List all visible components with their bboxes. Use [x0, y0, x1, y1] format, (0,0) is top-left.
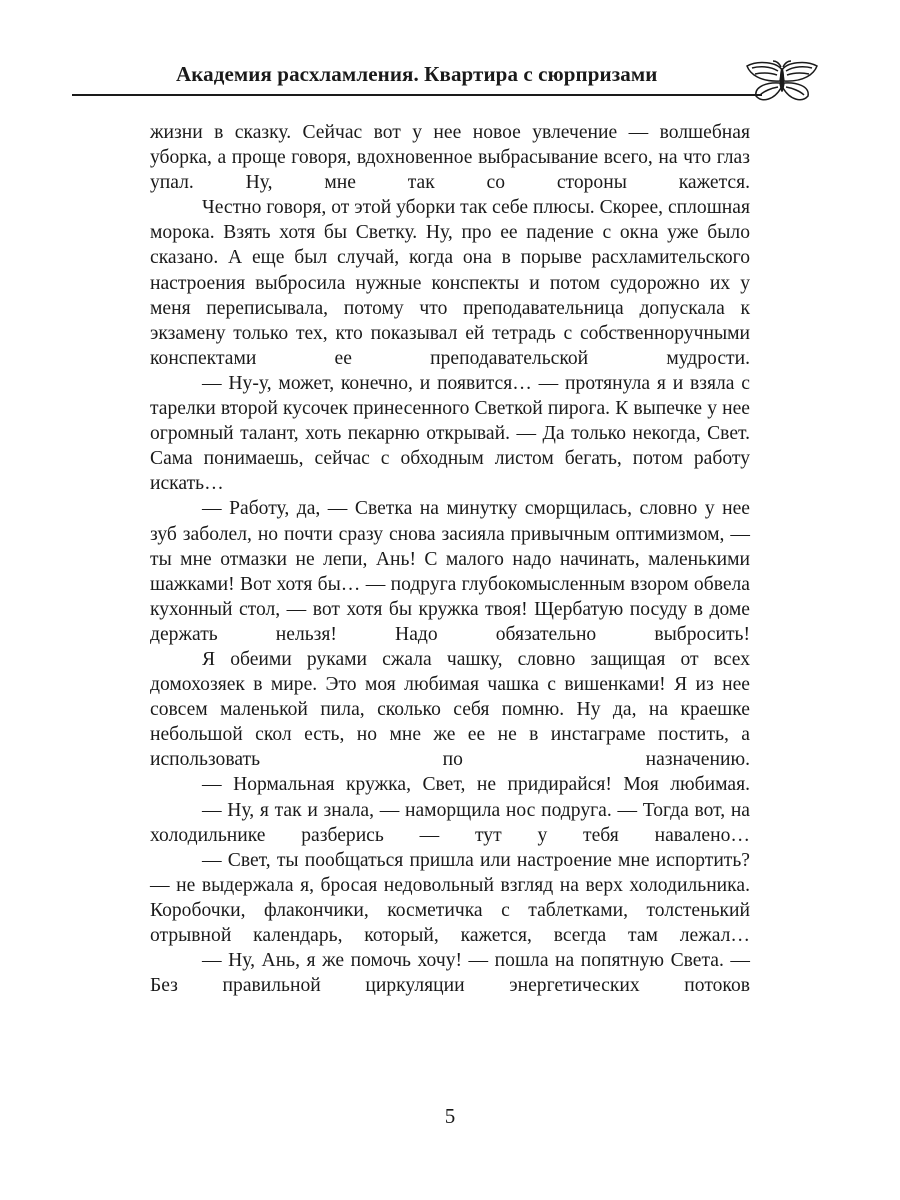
header-rule — [72, 94, 762, 96]
paragraph-5: Я обеими руками сжала чашку, словно защищая от всех домохозяек в мире. Это моя любимая чашка с вишенками! Я из нее совсем маленькой пила, сколько себя помню. Ну да, на краешке небольшой скол есть, но мне же ее не в инстаграме постить, а использовать по назначению. — [150, 648, 750, 771]
butterfly-icon — [744, 60, 820, 104]
paragraph-1: жизни в сказку. Сейчас вот у нее новое увлечение — волшебная уборка, а проще говоря, вдохновенное выбрасывание всего, на что глаз упал. Ну, мне так со стороны кажется. — [150, 122, 750, 194]
paragraph-9: — Ну, Ань, я же помочь хочу! — пошла на попятную Света. — Без правильной циркуляции энергетических потоков — [150, 950, 750, 997]
body-text — [150, 120, 750, 998]
paragraph-2: Честно говоря, от этой уборки так себе плюсы. Скорее, сплошная морока. Взять хотя бы Светку. Ну, про ее падение с окна уже было сказано. А еще был случай, когда она в порыве расхламительского настроения выбросила нужные конспекты и потом судорожно их у меня переписывала, потому что преподавательница допускала к экзамену только тех, кто показывал ей тетрадь с собственноручными конспектами ее преподавательской мудрости. — [150, 197, 750, 369]
running-title: Академия расхламления. Квартира с сюрпризами — [176, 62, 658, 86]
page-number: 5 — [444, 1104, 456, 1128]
paragraph-4: — Работу, да, — Светка на минутку сморщилась, словно у нее зуб заболел, но почти сразу снова засияла привычным оптимизмом, — ты мне отмазки не лепи, Ань! С малого надо начинать, маленькими шажками! Вот хотя бы… — подруга глубокомысленным взором обвела кухонный стол, — вот хотя бы кружка твоя! Щербатую посуду в доме держать нельзя! Надо обязательно выбросить! — [150, 498, 750, 645]
paragraph-6: — Нормальная кружка, Свет, не придирайся! Моя любимая. — [202, 774, 750, 796]
paragraph-3: — Ну-у, может, конечно, и появится… — протянула я и взяла с тарелки второй кусочек принесенного Светкой пирога. К выпечке у нее огромный талант, хоть пекарню открывай. — Да только некогда, Свет. Сама понимаешь, сейчас с обходным листом бегать, потом работу искать… — [150, 372, 750, 495]
running-header — [72, 58, 820, 106]
paragraph-8: — Свет, ты пообщаться пришла или настроение мне испортить? — не выдержала я, бросая недовольный взгляд на верх холодильника. Коробочки, флакончики, косметичка с таблетками, толстенький отрывной календарь, который, кажется, всегда там лежал… — [150, 849, 750, 946]
paragraph-7: — Ну, я так и знала, — наморщила нос подруга. — Тогда вот, на холодильнике разберись — тут у тебя навалено… — [150, 799, 750, 846]
